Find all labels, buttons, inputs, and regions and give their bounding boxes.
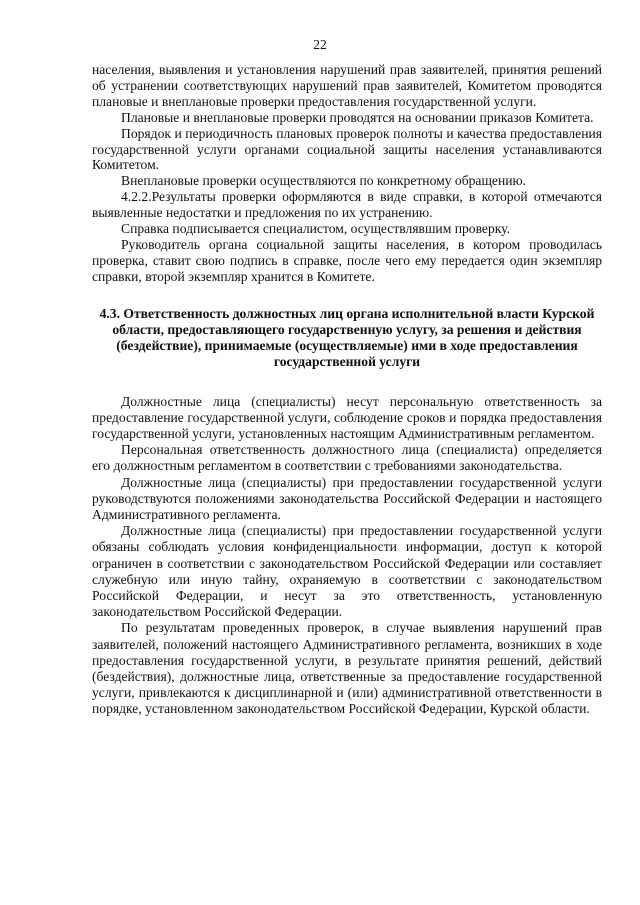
paragraph: Руководитель органа социальной защиты населения, в котором проводилась проверка, ставит свою подпись в справке, после чего ему передается один экземпляр справки, второй экземпляр хранится в Комитете. [92, 236, 602, 284]
paragraph: Должностные лица (специалисты) при предоставлении государственной услуги обязаны соблюдать условия конфиденциальности информации, доступ к которой ограничен в соответствии с законодательством Российской Федерации или составляет служебную или иную тайну, охраняемую в соответствии с законодательством Российской Федерации, и несут за это ответственность, установленную законодательством Российской Федерации. [92, 523, 602, 620]
paragraph: Справка подписывается специалистом, осуществлявшим проверку. [121, 221, 510, 237]
paragraph: населения, выявления и установления нарушений прав заявителей, принятия решений об устранении соответствующих нарушений прав заявителей, Комитетом проводятся плановые и внеплановые проверки предоставления государственной услуги. [92, 62, 602, 109]
paragraph: Внеплановые проверки осуществляются по конкретному обращению. [121, 173, 527, 189]
paragraph: Должностные лица (специалисты) при предоставлении государственной услуги руководствуются положениями законодательства Российской Федерации и настоящего Административного регламента. [92, 474, 602, 522]
section-heading: 4.3. Ответственность должностных лиц органа исполнительной власти Курской области, предоставляющего государственную услугу, за решения и действия (бездействие), принимаемые (осуществляемые) ими в ходе предоставления государственной услуги [99, 305, 595, 370]
paragraph: По результатам проведенных проверок, в случае выявления нарушений прав заявителей, положений настоящего Административного регламента, возникших в ходе предоставления государственной услуги, в результате принятия решений, действий (бездействия), должностные лица, ответственные за предоставление государственной услуги, привлекаются к дисциплинарной и (или) административной ответственности в порядке, установленном законодательством Российской Федерации, Курской области. [92, 620, 602, 717]
paragraph: 4.2.2.Результаты проверки оформляются в виде справки, в которой отмечаются выявленные недостатки и предложения по их устранению. [92, 189, 602, 221]
paragraph: Персональная ответственность должностного лица (специалиста) определяется его должностным регламентом в соответствии с требованиями законодательства. [92, 442, 602, 474]
section-4-3 [92, 394, 602, 718]
paragraph: Порядок и периодичность плановых проверок полноты и качества предоставления государственной услуги органами социальной защиты населения устанавливаются Комитетом. [92, 125, 602, 173]
section-4-2-continuation [92, 62, 602, 285]
page-number: 22 [313, 37, 327, 52]
paragraph: Должностные лица (специалисты) несут персональную ответственность за предоставление государственной услуги, соблюдение сроков и порядка предоставления государственной услуги, установленных настоящим Административным регламентом. [92, 393, 602, 441]
paragraph: Плановые и внеплановые проверки проводятся на основании приказов Комитета. [121, 109, 594, 125]
document-body [92, 62, 602, 718]
